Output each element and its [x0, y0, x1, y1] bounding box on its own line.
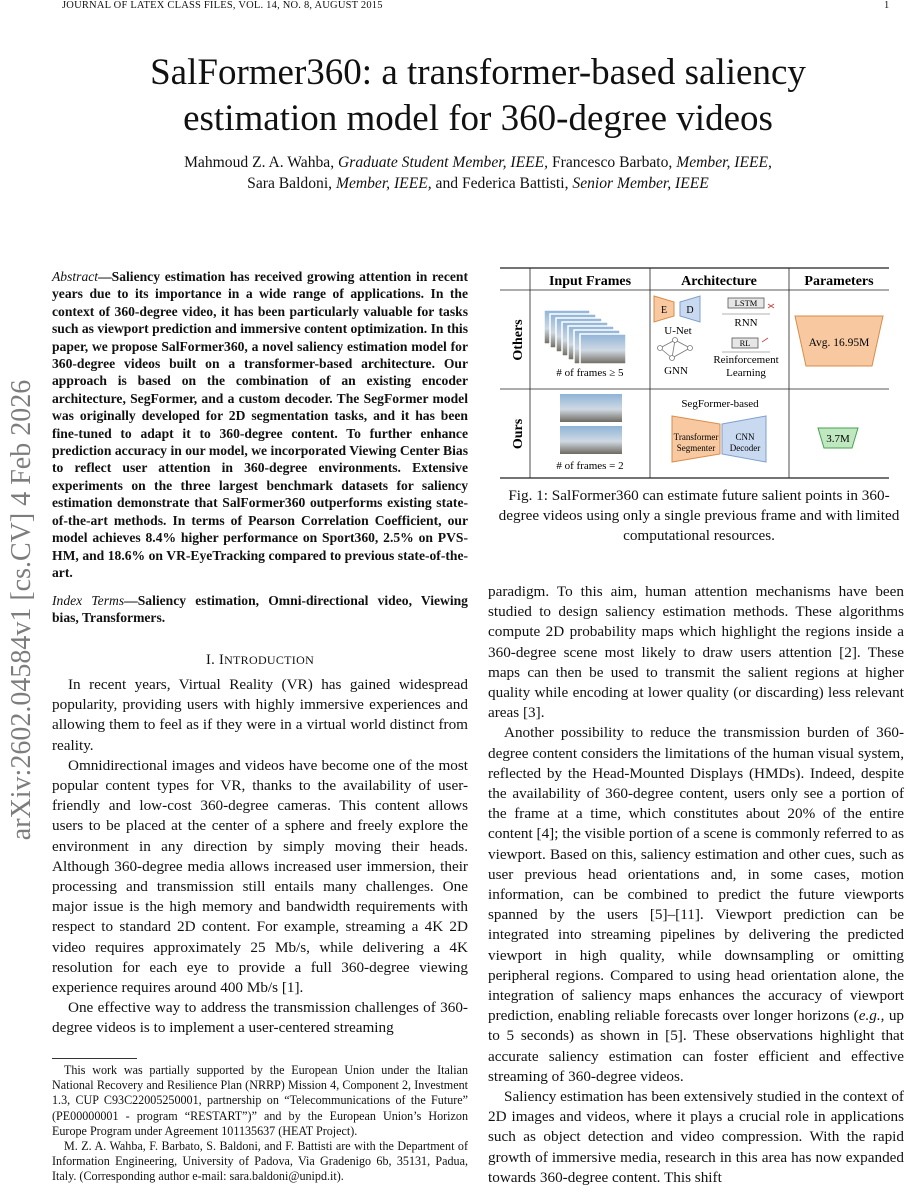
figure-1 — [500, 266, 889, 480]
gnn-label: GNN — [664, 365, 688, 377]
row-others: Others — [511, 319, 526, 361]
author-1: Mahmoud Z. A. Wahba, — [184, 154, 339, 171]
rnn-block — [722, 298, 774, 314]
transformer-label-2: Segmenter — [676, 443, 716, 453]
col-architecture: Architecture — [681, 274, 757, 289]
frames-ours — [560, 394, 622, 454]
author-4: and Federica Battisti, — [431, 175, 573, 192]
author-4-role: Senior Member, IEEE — [572, 175, 709, 192]
paragraph: One effective way to address the transmission challenges of 360-degree videos is to implement a user-centered streaming — [52, 999, 468, 1037]
index-terms — [52, 592, 468, 627]
rl-label-2: Learning — [726, 367, 766, 379]
author-list — [60, 152, 896, 194]
author-2-role: Member, IEEE, — [676, 154, 772, 171]
rnn-label: RNN — [734, 317, 758, 329]
gnn-block — [658, 338, 693, 361]
unet-label: U-Net — [664, 325, 692, 337]
encoder-letter: E — [660, 305, 668, 316]
paragraph: Saliency estimation has been extensively studied in the context of 2D images and videos, where it plays a crucial role in applications such as object detection and video compression. With the rapid growth of immersive media, research in this area has now expanded towards 360-degree content. This shift — [488, 1088, 904, 1186]
abstract — [52, 268, 468, 581]
index-terms-label: Index Terms — [52, 593, 125, 608]
running-header: JOURNAL OF LATEX CLASS FILES, VOL. 14, NO. 8, AUGUST 2015 — [62, 0, 383, 11]
author-3-role: Member, IEEE, — [335, 175, 432, 192]
params-others-value: Avg. 16.95M — [808, 337, 870, 349]
unet-block — [654, 296, 700, 322]
arxiv-watermark — [2, 290, 42, 930]
author-1-role: Graduate Student Member, IEEE, — [338, 154, 549, 171]
col-parameters: Parameters — [804, 274, 874, 289]
figure-caption — [494, 486, 904, 547]
footnote-funding: This work was partially supported by the European Union under the Italian National Recovery and Resilience Plan (NRRP) Mission 4, Component 2, Investment 1.3, CUP C93C22005250001, partnership on “Telecommunications of the Future” (PE00000001 - program “RESTART”)” and by the European Union’s Horizon Europe Program under Agreement 101135637 (HEAT Project). — [52, 1063, 468, 1138]
title-line-2: estimation model for 360-degree videos — [183, 98, 773, 139]
paragraph: In recent years, Virtual Reality (VR) has gained widespread popularity, providing users with highly immersive experiences and allowing them to feel as if they were in a virtual world distinct from reality. — [52, 676, 468, 754]
section-number: I. — [205, 652, 219, 668]
stacked-frames-others — [544, 310, 626, 364]
col-input-frames: Input Frames — [548, 274, 632, 289]
caption-label: Fig. 1: — [508, 487, 552, 504]
paragraph-part: , up to 5 seconds) as shown in [5]. These observations highlight that accurate saliency estimation can foster efficient and effective streaming of 360-degree videos. — [488, 1007, 904, 1085]
page-number: 1 — [884, 0, 890, 11]
transformer-label-1: Transformer — [673, 432, 719, 442]
paragraph-emphasis: e.g. — [858, 1007, 881, 1025]
rl-box-label: RL — [739, 338, 751, 348]
footnote-affiliation: M. Z. A. Wahba, F. Barbato, S. Baldoni, and F. Battisti are with the Department of Information Engineering, University of Padova, Via Gradenigo 6b, 35131, Padua, Italy. (Corresponding author e-mail: sara.baldoni@unipd.it). — [52, 1139, 468, 1184]
segformer-based-label: SegFormer-based — [681, 398, 759, 410]
abstract-text: —Saliency estimation has received growing attention in recent years due to its importance in a wide range of applications. In the context of 360-degree video, it has been particularly valuable for tasks such as viewport prediction and immersive content optimization. In this paper, we propose SalFormer360, a novel saliency estimation model for 360-degree videos built on a transformer-based architecture. Our approach is based on the combination of an existing encoder architecture, SegFormer, and a custom decoder. The SegFormer model was originally developed for 2D segmentation tasks, and it has been fine-tuned to adapt it to 360-degree content. To further enhance prediction accuracy in our model, we incorporated Viewing Center Bias to reflect user attention in 360-degree environments. Extensive experiments on the three largest benchmark datasets for saliency estimation demonstrate that SalFormer360 outperforms existing state-of-the-art methods. In terms of Pearson Correlation Coefficient, our model achieves 8.4% higher performance on Sport360, 2.5% on PVS-HM, and 18.6% on VR-EyeTracking compared to previous state-of-the-art. — [52, 269, 468, 580]
rl-block — [722, 338, 770, 352]
section-title-initial: I — [218, 652, 225, 668]
cnn-label-1: CNN — [735, 432, 755, 442]
right-column-body — [488, 582, 904, 1188]
title-line-1: SalFormer360: a transformer-based saliency — [150, 52, 806, 93]
row-ours: Ours — [511, 418, 526, 450]
paper-title — [60, 50, 896, 142]
left-column-body — [52, 675, 468, 1039]
author-3: Sara Baldoni, — [247, 175, 336, 192]
lstm-label: LSTM — [734, 298, 758, 308]
paragraph — [488, 723, 904, 1087]
paragraph: Omnidirectional images and videos have become one of the most popular content types for VR, thanks to the availability of user-friendly and low-cost 360-degree cameras. This content allows users to be placed at the center of a sphere and freely explore the environment in any direction by simply moving their heads. Although 360-degree media allows increased user immersion, their processing and transmission still entails many challenges. One major issue is the high memory and bandwidth requirements with respect to standard 2D content. For example, streaming a 4K 2D video requires approximately 25 Mb/s, while delivering a 4K resolution for each eye to provide a full 360-degree viewing experience requires around 400 Mb/s [1]. — [52, 756, 468, 997]
paragraph-part: Another possibility to reduce the transmission burden of 360-degree content considers the limitations of the human visual system, reflected by the Head-Mounted Displays (HMDs). Indeed, despite the availability of 360-degree content, users only see a portion of the frame at a time, which constitutes about 20% of the entire content [4]; the visible portion of a scene is commonly referred to as viewport. Based on this, saliency estimation and other cues, such as user previous head orientations and, in some cases, motion information, can be combined to predict the future viewports spanned by the users [5]–[11]. Viewport prediction can be integrated into streaming pipelines by delivering the predicted viewport in high quality, while downsampling or omitting peripheral regions. Compared to using head orientation alone, the integration of saliency maps enhances the accuracy of viewport prediction, enabling reliable forecasts over longer horizons ( — [488, 724, 904, 1025]
abstract-label: Abstract — [52, 269, 99, 284]
author-2: Francesco Barbato, — [548, 154, 677, 171]
rl-label-1: Reinforcement — [713, 354, 779, 366]
caption-text: SalFormer360 can estimate future salient points in 360-degree videos using only a single previous frame and with limited computational resources. — [498, 487, 900, 545]
footnotes — [52, 1063, 468, 1185]
section-title-rest: NTRODUCTION — [224, 653, 315, 667]
section-heading — [52, 652, 468, 669]
figure-1-diagram — [500, 266, 889, 480]
frames-ours-label: # of frames = 2 — [556, 460, 624, 472]
arxiv-id: arXiv:2602.04584v1 [cs.CV] 4 Feb 2026 — [6, 379, 37, 841]
paragraph: paradigm. To this aim, human attention mechanisms have been studied to design saliency estimation methods. These algorithms compute 2D probability maps which highlight the regions inside a 360-degree scene most likely to draw users attention [2]. These maps can then be used to transmit the salient regions at higher quality while encoding at lower quality (or discarding) less relevant areas [3]. — [488, 583, 904, 722]
frames-others-label: # of frames ≥ 5 — [556, 367, 624, 379]
params-ours-value: 3.7M — [826, 433, 850, 445]
cnn-label-2: Decoder — [729, 443, 761, 453]
index-terms-text: —Saliency estimation, Omni-directional video, Viewing bias, Transformers. — [52, 593, 468, 626]
decoder-letter: D — [686, 305, 694, 316]
footnote-rule — [52, 1058, 137, 1059]
